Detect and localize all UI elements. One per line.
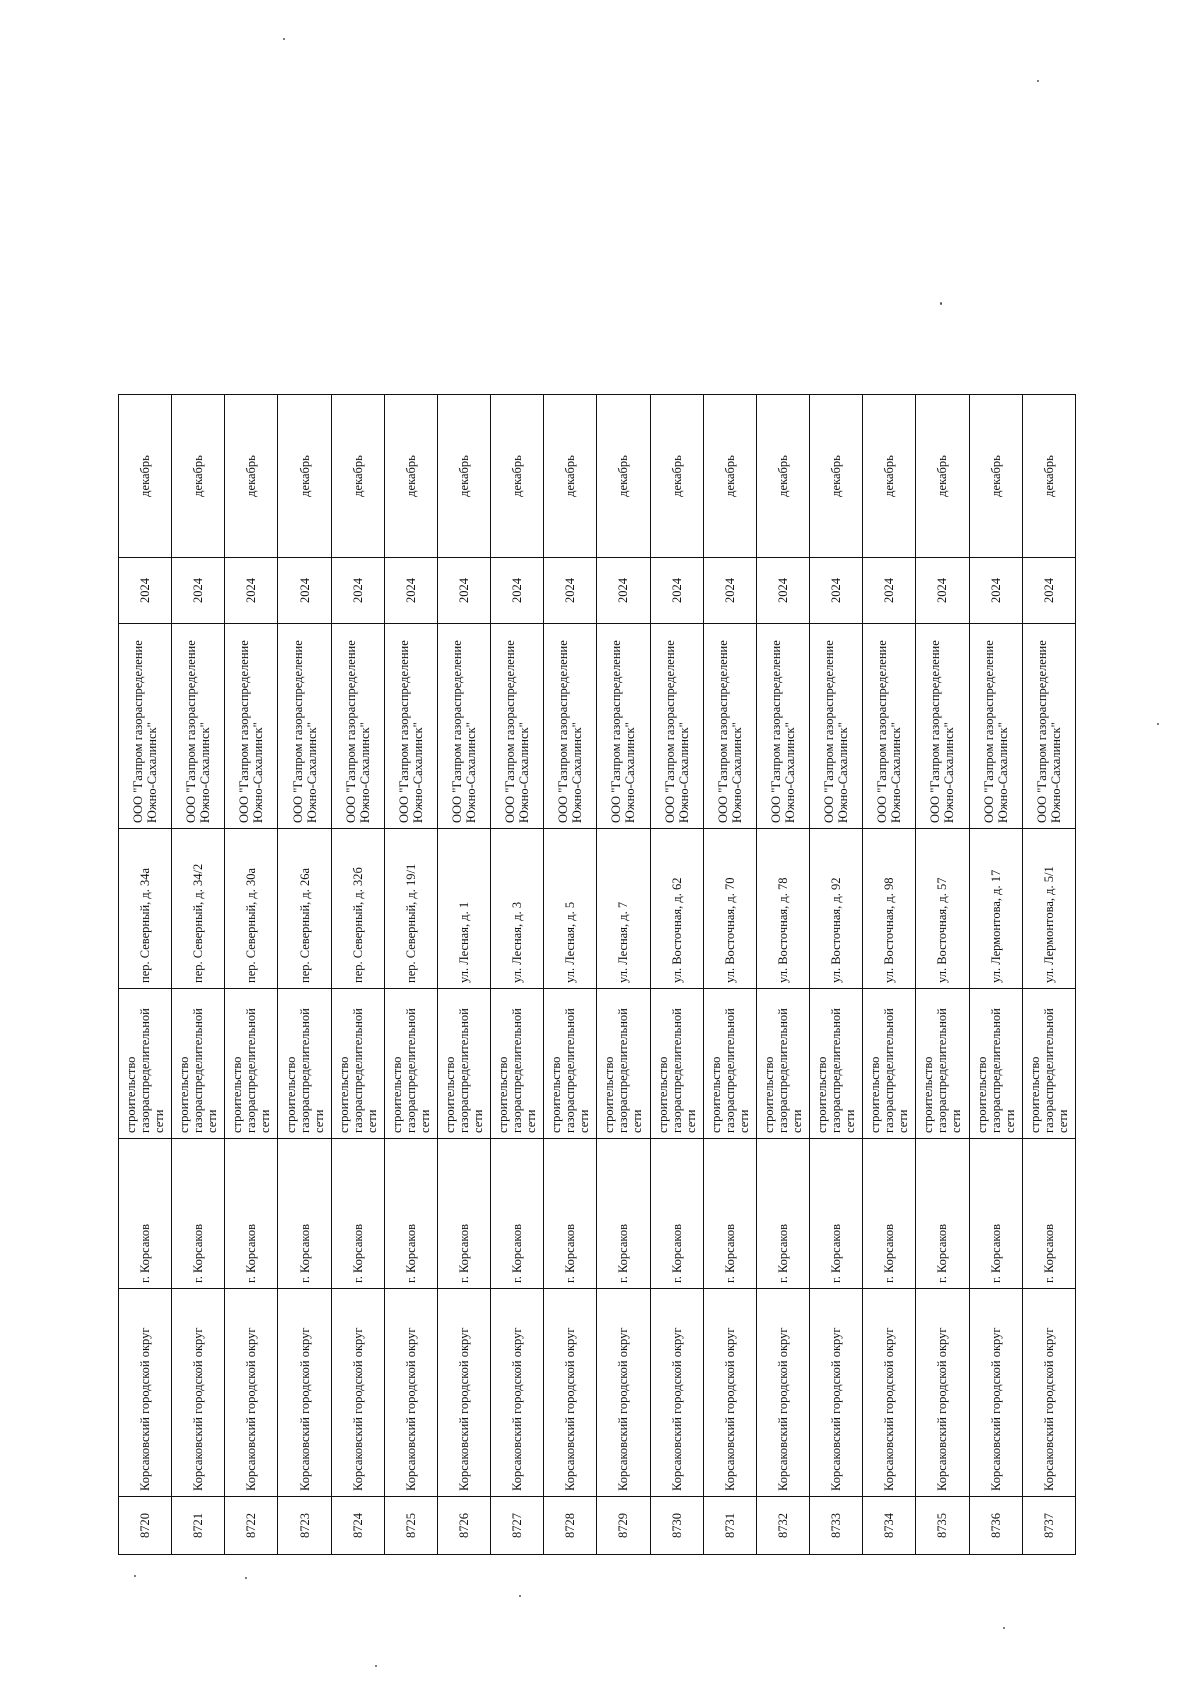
city-cell: г. Корсаков [119,1139,172,1289]
year-cell: 2024 [597,558,650,624]
work-type-cell: строительство газораспределительной сети [810,989,863,1139]
organization-cell: ООО "Газпром газораспределение Южно-Сахалинск" [384,624,437,829]
year-cell: 2024 [703,558,756,624]
work-type-cell: строительство газораспределительной сети [119,989,172,1139]
city-cell: г. Корсаков [278,1139,331,1289]
record-number-cell: 8728 [544,1497,597,1555]
record-number-cell: 8721 [172,1497,225,1555]
record-number-cell: 8736 [969,1497,1022,1555]
address-cell: пер. Северный, д. 32б [331,829,384,989]
scan-speck [1157,723,1159,725]
month-cell: декабрь [437,395,490,558]
city-cell: г. Корсаков [491,1139,544,1289]
organization-cell: ООО "Газпром газораспределение Южно-Сахалинск" [331,624,384,829]
table-row [544,395,597,1555]
work-type-cell: строительство газораспределительной сети [650,989,703,1139]
year-cell: 2024 [863,558,916,624]
address-cell: ул. Лесная, д. 1 [437,829,490,989]
city-cell: г. Корсаков [384,1139,437,1289]
city-cell: г. Корсаков [756,1139,809,1289]
district-cell: Корсаковский городской округ [597,1289,650,1497]
rotated-table-container [118,395,1076,1555]
city-cell: г. Корсаков [597,1139,650,1289]
record-number-cell: 8722 [225,1497,278,1555]
district-cell: Корсаковский городской округ [863,1289,916,1497]
address-cell: ул. Лермонтова, д. 5/1 [1022,829,1075,989]
work-type-cell: строительство газораспределительной сети [1022,989,1075,1139]
month-cell: декабрь [119,395,172,558]
table-row [969,395,1022,1555]
district-cell: Корсаковский городской округ [650,1289,703,1497]
record-number-cell: 8720 [119,1497,172,1555]
district-cell: Корсаковский городской округ [119,1289,172,1497]
month-cell: декабрь [1022,395,1075,558]
table-row [331,395,384,1555]
table-row [491,395,544,1555]
organization-cell: ООО "Газпром газораспределение Южно-Сахалинск" [916,624,969,829]
organization-cell: ООО "Газпром газораспределение Южно-Сахалинск" [225,624,278,829]
address-cell: ул. Восточная, д. 70 [703,829,756,989]
year-cell: 2024 [756,558,809,624]
gasification-table [118,394,1076,1555]
year-cell: 2024 [810,558,863,624]
year-cell: 2024 [384,558,437,624]
table-row [278,395,331,1555]
city-cell: г. Корсаков [331,1139,384,1289]
city-cell: г. Корсаков [437,1139,490,1289]
address-cell: ул. Лесная, д. 3 [491,829,544,989]
record-number-cell: 8735 [916,1497,969,1555]
work-type-cell: строительство газораспределительной сети [384,989,437,1139]
district-cell: Корсаковский городской округ [916,1289,969,1497]
table-body [119,395,1076,1555]
record-number-cell: 8725 [384,1497,437,1555]
table-row [1022,395,1075,1555]
organization-cell: ООО "Газпром газораспределение Южно-Сахалинск" [544,624,597,829]
work-type-cell: строительство газораспределительной сети [863,989,916,1139]
city-cell: г. Корсаков [916,1139,969,1289]
month-cell: декабрь [278,395,331,558]
city-cell: г. Корсаков [703,1139,756,1289]
month-cell: декабрь [384,395,437,558]
table-row [863,395,916,1555]
record-number-cell: 8729 [597,1497,650,1555]
district-cell: Корсаковский городской округ [331,1289,384,1497]
district-cell: Корсаковский городской округ [703,1289,756,1497]
address-cell: ул. Восточная, д. 78 [756,829,809,989]
scan-speck [519,1595,521,1597]
year-cell: 2024 [491,558,544,624]
district-cell: Корсаковский городской округ [1022,1289,1075,1497]
organization-cell: ООО "Газпром газораспределение Южно-Сахалинск" [969,624,1022,829]
work-type-cell: строительство газораспределительной сети [703,989,756,1139]
address-cell: ул. Лесная, д. 5 [544,829,597,989]
district-cell: Корсаковский городской округ [172,1289,225,1497]
city-cell: г. Корсаков [863,1139,916,1289]
year-cell: 2024 [437,558,490,624]
organization-cell: ООО "Газпром газораспределение Южно-Сахалинск" [703,624,756,829]
district-cell: Корсаковский городской округ [437,1289,490,1497]
organization-cell: ООО "Газпром газораспределение Южно-Сахалинск" [756,624,809,829]
year-cell: 2024 [969,558,1022,624]
work-type-cell: строительство газораспределительной сети [278,989,331,1139]
scan-speck [245,1577,247,1579]
table-row [437,395,490,1555]
month-cell: декабрь [969,395,1022,558]
city-cell: г. Корсаков [969,1139,1022,1289]
record-number-cell: 8730 [650,1497,703,1555]
organization-cell: ООО "Газпром газораспределение Южно-Сахалинск" [650,624,703,829]
address-cell: ул. Лермонтова, д. 17 [969,829,1022,989]
year-cell: 2024 [1022,558,1075,624]
city-cell: г. Корсаков [172,1139,225,1289]
table-row [810,395,863,1555]
month-cell: декабрь [863,395,916,558]
record-number-cell: 8727 [491,1497,544,1555]
record-number-cell: 8724 [331,1497,384,1555]
table-row [916,395,969,1555]
address-cell: пер. Северный, д. 30а [225,829,278,989]
district-cell: Корсаковский городской округ [225,1289,278,1497]
district-cell: Корсаковский городской округ [969,1289,1022,1497]
month-cell: декабрь [225,395,278,558]
scan-speck [1037,80,1039,82]
month-cell: декабрь [491,395,544,558]
table-row [384,395,437,1555]
city-cell: г. Корсаков [1022,1139,1075,1289]
scan-speck [134,1575,136,1577]
year-cell: 2024 [225,558,278,624]
work-type-cell: строительство газораспределительной сети [491,989,544,1139]
district-cell: Корсаковский городской округ [278,1289,331,1497]
year-cell: 2024 [544,558,597,624]
organization-cell: ООО "Газпром газораспределение Южно-Сахалинск" [1022,624,1075,829]
record-number-cell: 8733 [810,1497,863,1555]
table-row [119,395,172,1555]
month-cell: декабрь [597,395,650,558]
city-cell: г. Корсаков [810,1139,863,1289]
work-type-cell: строительство газораспределительной сети [225,989,278,1139]
year-cell: 2024 [119,558,172,624]
address-cell: пер. Северный, д. 26а [278,829,331,989]
work-type-cell: строительство газораспределительной сети [544,989,597,1139]
month-cell: декабрь [756,395,809,558]
address-cell: пер. Северный, д. 34/2 [172,829,225,989]
month-cell: декабрь [650,395,703,558]
work-type-cell: строительство газораспределительной сети [437,989,490,1139]
organization-cell: ООО "Газпром газораспределение Южно-Сахалинск" [863,624,916,829]
record-number-cell: 8731 [703,1497,756,1555]
record-number-cell: 8732 [756,1497,809,1555]
month-cell: декабрь [703,395,756,558]
work-type-cell: строительство газораспределительной сети [331,989,384,1139]
record-number-cell: 8734 [863,1497,916,1555]
work-type-cell: строительство газораспределительной сети [172,989,225,1139]
month-cell: декабрь [916,395,969,558]
address-cell: ул. Восточная, д. 57 [916,829,969,989]
address-cell: ул. Лесная, д. 7 [597,829,650,989]
month-cell: декабрь [544,395,597,558]
district-cell: Корсаковский городской округ [756,1289,809,1497]
district-cell: Корсаковский городской округ [810,1289,863,1497]
year-cell: 2024 [331,558,384,624]
table-row [756,395,809,1555]
city-cell: г. Корсаков [650,1139,703,1289]
table-row [172,395,225,1555]
year-cell: 2024 [278,558,331,624]
scan-speck [940,302,942,305]
city-cell: г. Корсаков [225,1139,278,1289]
record-number-cell: 8723 [278,1497,331,1555]
organization-cell: ООО "Газпром газораспределение Южно-Сахалинск" [597,624,650,829]
month-cell: декабрь [172,395,225,558]
address-cell: пер. Северный, д. 19/1 [384,829,437,989]
city-cell: г. Корсаков [544,1139,597,1289]
address-cell: ул. Восточная, д. 98 [863,829,916,989]
district-cell: Корсаковский городской округ [384,1289,437,1497]
year-cell: 2024 [916,558,969,624]
record-number-cell: 8726 [437,1497,490,1555]
scan-speck [375,1665,377,1667]
work-type-cell: строительство газораспределительной сети [916,989,969,1139]
record-number-cell: 8737 [1022,1497,1075,1555]
month-cell: декабрь [810,395,863,558]
work-type-cell: строительство газораспределительной сети [969,989,1022,1139]
organization-cell: ООО "Газпром газораспределение Южно-Сахалинск" [172,624,225,829]
table-row [225,395,278,1555]
organization-cell: ООО "Газпром газораспределение Южно-Сахалинск" [491,624,544,829]
year-cell: 2024 [650,558,703,624]
organization-cell: ООО "Газпром газораспределение Южно-Сахалинск" [278,624,331,829]
organization-cell: ООО "Газпром газораспределение Южно-Сахалинск" [810,624,863,829]
district-cell: Корсаковский городской округ [491,1289,544,1497]
address-cell: ул. Восточная, д. 62 [650,829,703,989]
year-cell: 2024 [172,558,225,624]
scan-speck [283,38,285,40]
address-cell: ул. Восточная, д. 92 [810,829,863,989]
district-cell: Корсаковский городской округ [544,1289,597,1497]
month-cell: декабрь [331,395,384,558]
work-type-cell: строительство газораспределительной сети [597,989,650,1139]
work-type-cell: строительство газораспределительной сети [756,989,809,1139]
organization-cell: ООО "Газпром газораспределение Южно-Сахалинск" [119,624,172,829]
table-row [597,395,650,1555]
organization-cell: ООО "Газпром газораспределение Южно-Сахалинск" [437,624,490,829]
table-row [650,395,703,1555]
address-cell: пер. Северный, д. 34а [119,829,172,989]
scan-speck [1003,1627,1005,1629]
table-row [703,395,756,1555]
